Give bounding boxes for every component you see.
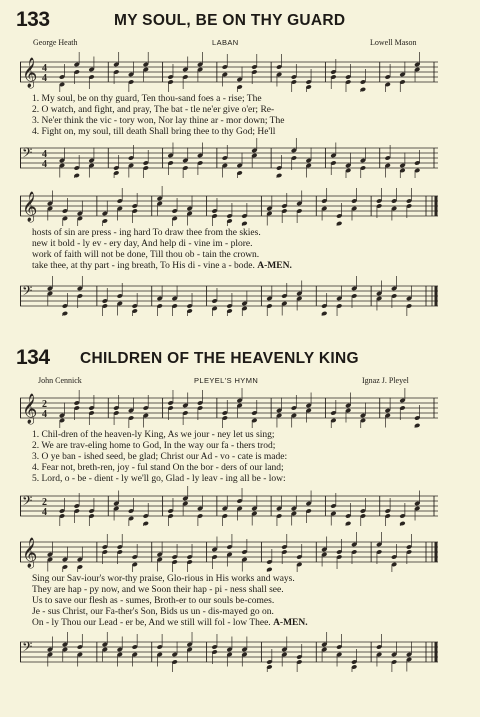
bass-staff: [20, 632, 438, 672]
lyric-line: 3. Ne'er think the vic - tory won, Nor lay thine ar - mor down; The: [32, 116, 285, 126]
bass-staff: [20, 276, 438, 316]
verse-lyrics: [32, 94, 434, 138]
hymn-author: John Cennick: [38, 376, 82, 385]
time-signature: 2: [42, 497, 47, 508]
lyric-line: [32, 261, 434, 272]
lyric-line: 1. My soul, be on thy guard, Ten thou-sand foes a - rise; The: [32, 94, 262, 104]
lyric-line: hosts of sin are press - ing hard To draw thee from the skies.: [32, 228, 261, 238]
treble-clef-icon: 𝄞: [22, 394, 38, 424]
verse-lyrics: [32, 228, 434, 272]
hymn-tune: LABAN: [212, 38, 239, 47]
hymn-composer: Lowell Mason: [370, 38, 417, 47]
hymn-tune: PLEYEL'S HYMN: [194, 376, 259, 385]
treble-staff: [20, 388, 438, 428]
bass-staff: [20, 138, 438, 178]
time-signature: 4: [42, 409, 47, 420]
lyric-line: [32, 618, 434, 629]
amen-label: A-MEN.: [273, 618, 308, 628]
bass-clef-icon: 𝄢: [22, 283, 33, 302]
bass-clef-icon: 𝄢: [22, 493, 33, 512]
time-signature: 4: [42, 159, 47, 170]
hymn-title: MY SOUL, BE ON THY GUARD: [114, 12, 346, 29]
lyric-line: They are hap - py now, and we Soon their hap - pi - ness shall see.: [32, 585, 284, 595]
lyric-line: Sing our Sav-iour's wor-thy praise, Glo-rious in His works and ways.: [32, 574, 295, 584]
time-signature: 4: [42, 507, 47, 518]
verse-lyrics: [32, 430, 434, 485]
time-signature: 4: [42, 149, 47, 160]
lyric-line: 2. We are trav-eling home to God, In the way our fa - thers trod;: [32, 441, 276, 451]
time-signature: 4: [42, 63, 47, 74]
lyric-line: new it bold - ly ev - ery day, And help di - vine im - plore.: [32, 239, 253, 249]
bass-staff: [20, 486, 438, 526]
time-signature: 2: [42, 399, 47, 410]
treble-clef-icon: 𝄞: [22, 538, 38, 568]
lyric-line: work of faith will not be done, Till thou ob - tain the crown.: [32, 250, 260, 260]
lyric-line: 1. Chil-dren of the heaven-ly King, As we jour - ney let us sing;: [32, 430, 275, 440]
hymn-author: George Heath: [33, 38, 78, 47]
lyric-line: 4. Fight on, my soul, till death Shall bring thee to thy God; He'll: [32, 127, 276, 137]
hymn-number: 134: [16, 346, 50, 369]
lyric-text: On - ly Thou our Lead - er be, And we still will fol - low Thee.: [32, 618, 271, 628]
time-signature: 4: [42, 73, 47, 84]
lyric-line: 2. O watch, and fight, and pray, The bat - tle ne'er give o'er; Re-: [32, 105, 275, 115]
treble-staff: [20, 186, 438, 226]
treble-staff: [20, 532, 438, 572]
lyric-line: Je - sus Christ, our Fa-ther's Son, Bids us un - dis-mayed go on.: [32, 607, 274, 617]
amen-label: A-MEN.: [257, 261, 292, 271]
treble-clef-icon: 𝄞: [22, 192, 38, 222]
hymn-title: CHILDREN OF THE HEAVENLY KING: [80, 350, 359, 367]
treble-staff: [20, 52, 438, 92]
hymn-composer: Ignaz J. Pleyel: [362, 376, 409, 385]
bass-clef-icon: 𝄢: [22, 639, 33, 658]
hymn-number: 133: [16, 8, 50, 31]
lyric-line: Us to save our flesh as - sumes, Broth-er to our souls be-comes.: [32, 596, 275, 606]
verse-lyrics: [32, 574, 434, 629]
lyric-line: 5. Lord, o - be - dient - ly we'll go, Glad - ly leav - ing all be - low:: [32, 474, 286, 484]
treble-clef-icon: 𝄞: [22, 58, 38, 88]
lyric-line: 4. Fear not, breth-ren, joy - ful stand On the bor - ders of our land;: [32, 463, 284, 473]
lyric-line: 3. O ye ban - ished seed, be glad; Christ our Ad - vo - cate is made:: [32, 452, 288, 462]
bass-clef-icon: 𝄢: [22, 145, 33, 164]
lyric-text: take thee, at thy part - ing breath, To His di - vine a - bode.: [32, 261, 255, 271]
